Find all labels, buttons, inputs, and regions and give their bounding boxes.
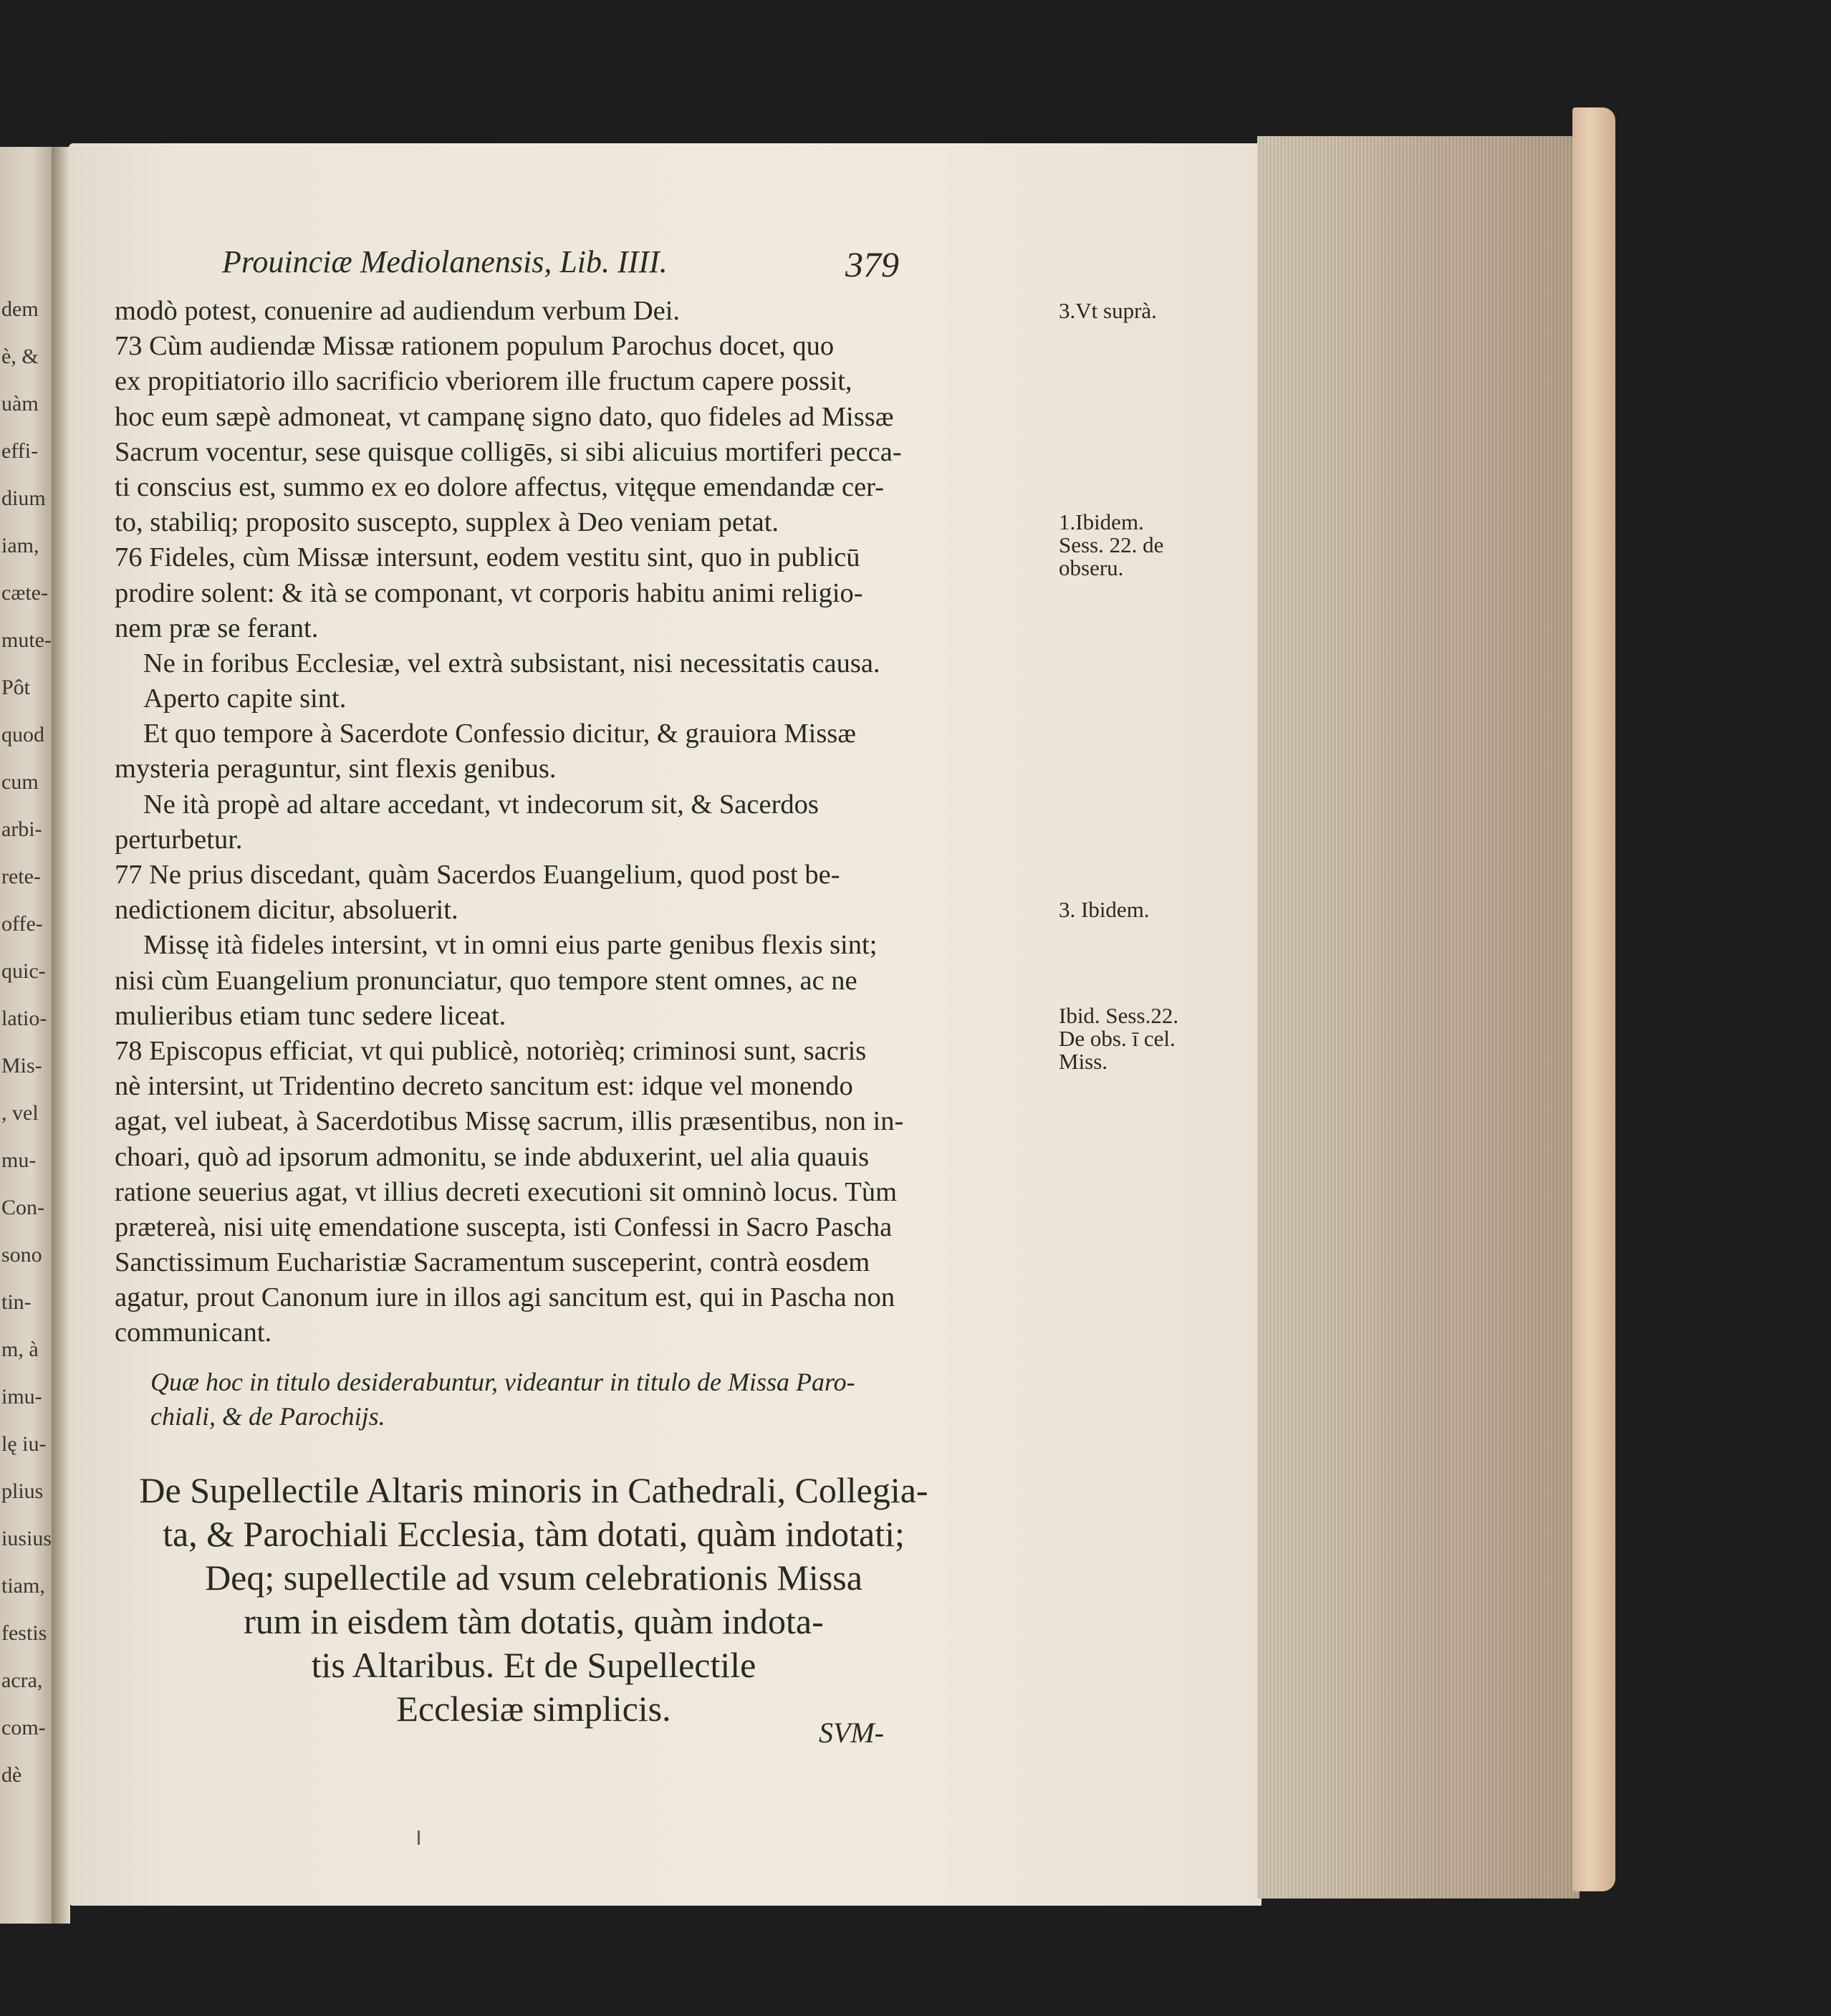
heading-line: Deq; supellectile ad vsum celebrationis Missa xyxy=(205,1557,862,1598)
heading-line: Ecclesiæ simplicis. xyxy=(396,1689,671,1729)
catchword: SVM- xyxy=(819,1717,885,1749)
text-line: ti conscius est, summo ex eo dolore affectus, vitęque emendandæ cer- xyxy=(115,471,885,502)
left-page-fragment: quic- xyxy=(1,959,46,983)
left-page-fragment: acra, xyxy=(1,1669,43,1692)
section-heading xyxy=(115,1469,953,1731)
left-page-fragment: lę iu- xyxy=(1,1432,47,1456)
margin-note-line: Ibid. Sess.22. xyxy=(1059,1003,1179,1028)
text-line: Aperto capite sint. xyxy=(143,683,347,714)
note-line: chiali, & de Parochijs. xyxy=(150,1402,385,1431)
left-page-fragment: mute- xyxy=(1,628,52,652)
left-page-fragment: dium xyxy=(1,486,46,510)
left-page-fragment: cum xyxy=(1,770,39,794)
left-page-fragment: , vel xyxy=(1,1101,39,1125)
left-page-fragment: dem xyxy=(1,297,39,321)
text-line: 76 Fideles, cùm Missæ intersunt, eodem vestitu sint, quo in publicū xyxy=(115,542,860,573)
text-line: modò potest, conuenire ad audiendum verbum Dei. xyxy=(115,296,681,326)
text-line: ratione seuerius agat, vt illius decreti executioni sit omninò locus. Tùm xyxy=(115,1176,898,1207)
text-line: mysteria peraguntur, sint flexis genibus. xyxy=(115,754,557,784)
text-line: Missę ità fideles intersint, vt in omni eius parte genibus flexis sint; xyxy=(143,930,878,961)
text-line: nem præ se ferant. xyxy=(115,613,319,643)
margin-note-line: 3.Vt suprà. xyxy=(1059,298,1157,323)
printer-mark xyxy=(418,1830,420,1845)
margin-note xyxy=(1059,511,1163,580)
left-page-fragment: iusius xyxy=(1,1527,52,1550)
left-page-fragment: dè xyxy=(1,1763,22,1787)
margin-note-line: obseru. xyxy=(1059,555,1124,581)
margin-note-line: 1.Ibidem. xyxy=(1059,509,1144,535)
left-page-fragment: iam, xyxy=(1,534,39,557)
left-page-fragment: arbi- xyxy=(1,817,42,841)
left-page-fragment: Mis- xyxy=(1,1054,42,1077)
left-page-fragment: m, à xyxy=(1,1338,39,1361)
margin-note-line: Miss. xyxy=(1059,1049,1108,1074)
left-page-fragment: latio- xyxy=(1,1007,47,1030)
heading-line: rum in eisdem tàm dotatis, quàm indota- xyxy=(244,1601,824,1641)
note-line: Quæ hoc in titulo desiderabuntur, videantur in titulo de Missa Paro- xyxy=(150,1368,855,1396)
left-page-fragment: festis xyxy=(1,1621,47,1645)
text-line: perturbetur. xyxy=(115,824,243,855)
margin-note xyxy=(1059,1004,1178,1073)
heading-line: ta, & Parochiali Ecclesia, tàm dotati, quàm indotati; xyxy=(163,1514,905,1554)
margin-note xyxy=(1059,299,1157,322)
text-line: to, stabiliq; proposito suscepto, supplex à Deo veniam petat. xyxy=(115,507,779,538)
left-page-fragment: sono xyxy=(1,1243,42,1267)
left-page-fragment: quod xyxy=(1,723,44,747)
body-text xyxy=(115,294,1179,1351)
book-cover-edge xyxy=(1572,107,1615,1891)
text-line: ex propitiatorio illo sacrificio vberiorem ille fructum capere possit, xyxy=(115,366,852,397)
running-title: Prouinciæ Mediolanensis, Lib. IIII. xyxy=(222,244,668,279)
text-line: 78 Episcopus efficiat, vt qui publicè, notorièq; criminosi sunt, sacris xyxy=(115,1035,867,1066)
left-page-fragment: tin- xyxy=(1,1290,32,1314)
page-number: 379 xyxy=(845,244,899,284)
left-page-fragment: cæte- xyxy=(1,581,48,605)
heading-line: tis Altaribus. Et de Supellectile xyxy=(311,1645,756,1685)
text-line: prodire solent: & ità se componant, vt corporis habitu animi religio- xyxy=(115,577,863,608)
cross-reference-note xyxy=(150,1365,938,1434)
left-page-fragment: com- xyxy=(1,1716,46,1739)
text-line: Ne ità propè ad altare accedant, vt indecorum sit, & Sacerdos xyxy=(143,789,819,820)
text-line: 73 Cùm audiendæ Missæ rationem populum Parochus docet, quo xyxy=(115,331,835,362)
text-line: 77 Ne prius discedant, quàm Sacerdos Euangelium, quod post be- xyxy=(115,860,840,890)
text-line: Sacrum vocentur, sese quisque colligēs, si sibi alicuius mortiferi pecca- xyxy=(115,436,902,467)
book-gutter xyxy=(52,147,70,1924)
left-page-fragment: Con- xyxy=(1,1196,44,1219)
text-line: agatur, prout Canonum iure in illos agi sancitum est, qui in Pascha non xyxy=(115,1282,895,1313)
left-page-fragment: è, & xyxy=(1,345,39,368)
text-line: choari, quò ad ipsorum admonitu, se inde abduxerint, uel alia quauis xyxy=(115,1141,870,1172)
margin-note-line: 3. Ibidem. xyxy=(1059,897,1150,923)
text-line: nedictionem dicitur, absoluerit. xyxy=(115,895,458,926)
text-line: agat, vel iubeat, à Sacerdotibus Missę sacrum, illis præsentibus, non in- xyxy=(115,1106,904,1137)
left-page-fragment: tiam, xyxy=(1,1574,45,1598)
margin-note-line: Sess. 22. de xyxy=(1059,532,1164,558)
text-line: mulieribus etiam tunc sedere liceat. xyxy=(115,1000,506,1031)
left-page-fragment: rete- xyxy=(1,865,41,888)
left-page-fragment: plius xyxy=(1,1479,44,1503)
left-page-fragment: mu- xyxy=(1,1148,37,1172)
margin-note xyxy=(1059,898,1150,921)
left-page-fragment: Pôt xyxy=(1,676,31,699)
text-line: nisi cùm Euangelium pronunciatur, quo tempore stent omnes, ac ne xyxy=(115,965,857,996)
page-fore-edge xyxy=(1257,136,1580,1899)
left-facing-page xyxy=(0,147,52,1924)
running-header xyxy=(222,244,924,287)
text-line: hoc eum sæpè admoneat, vt campanę signo dato, quo fideles ad Missæ xyxy=(115,401,894,432)
text-line: prætereà, nisi uitę emendatione suscepta, isti Confessi in Sacro Pascha xyxy=(115,1211,893,1242)
left-page-fragment: imu- xyxy=(1,1385,42,1408)
heading-line: De Supellectile Altaris minoris in Cathedrali, Collegia- xyxy=(139,1470,928,1510)
text-line: Sanctissimum Eucharistiæ Sacramentum susceperint, contrà eosdem xyxy=(115,1247,870,1278)
text-line: nè intersint, ut Tridentino decreto sancitum est: idque vel monendo xyxy=(115,1071,853,1102)
left-page-fragment: effi- xyxy=(1,439,39,463)
left-page-fragment: offe- xyxy=(1,912,43,936)
margin-note-line: De obs. ī cel. xyxy=(1059,1026,1176,1051)
text-line: Ne in foribus Ecclesiæ, vel extrà subsistant, nisi necessitatis causa. xyxy=(143,648,880,678)
left-page-fragment: uàm xyxy=(1,392,39,416)
text-line: Et quo tempore à Sacerdote Confessio dicitur, & grauiora Missæ xyxy=(143,719,856,749)
text-line: communicant. xyxy=(115,1317,272,1348)
